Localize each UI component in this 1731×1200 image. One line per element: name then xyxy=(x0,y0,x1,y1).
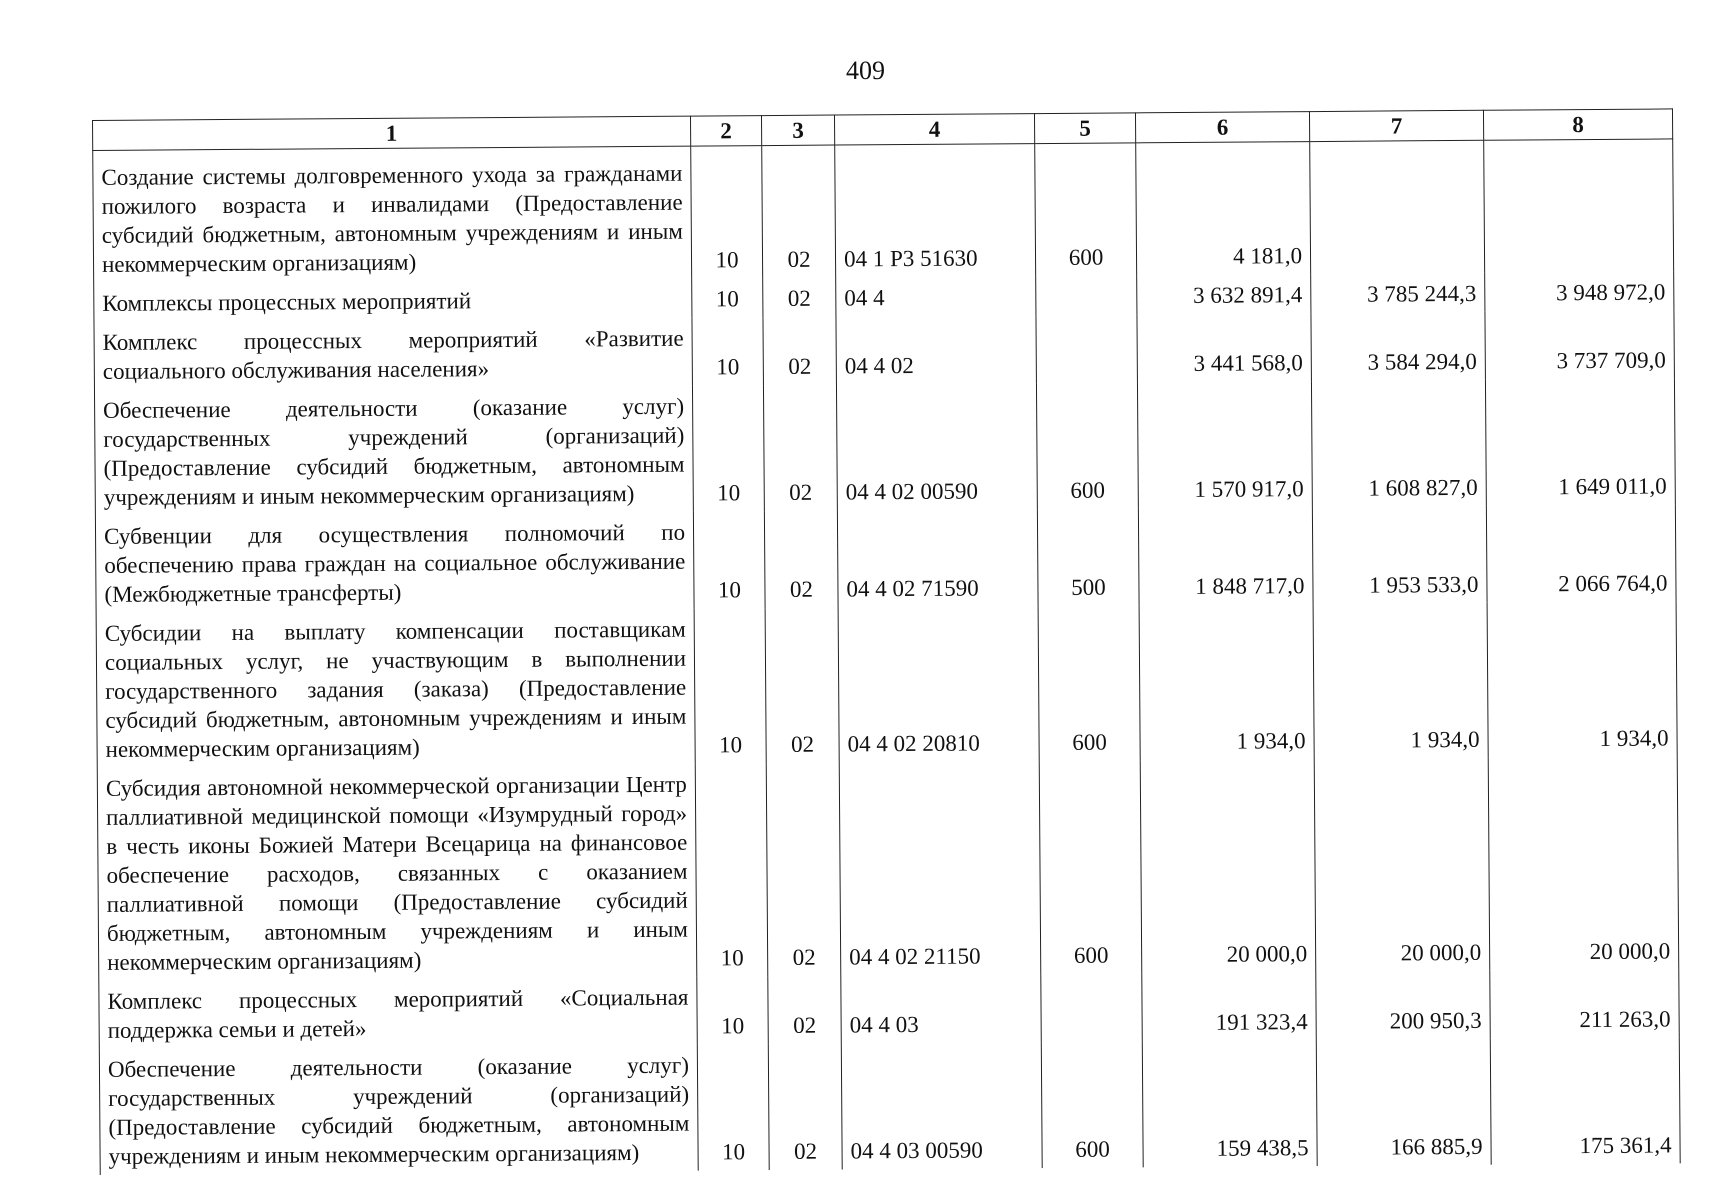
row-subsection: 02 xyxy=(763,278,836,318)
row-amount-year3 xyxy=(1484,139,1674,273)
row-amount-year1: 20 000,0 xyxy=(1140,759,1316,973)
row-subsection: 02 xyxy=(766,763,841,977)
row-amount-year2: 1 934,0 xyxy=(1313,603,1488,759)
row-amount-year2: 3 785 244,3 xyxy=(1311,273,1485,313)
row-name: Субсидии на выплату компенсации поставщикам социальных услуг, не участвующим в выполнении государственного задания (заказа) (Предоставление субсидий бюджетным, автономным учреждениям и иным некоммерческим организациям) xyxy=(96,609,695,768)
row-section: 10 xyxy=(697,1044,769,1171)
header-col-8: 8 xyxy=(1483,109,1672,140)
row-amount-year1: 159 438,5 xyxy=(1142,1040,1317,1167)
row-expense-type: 600 xyxy=(1041,1041,1143,1168)
header-col-2: 2 xyxy=(690,116,761,147)
table-row xyxy=(99,1037,1680,1175)
row-amount-year3: 211 263,0 xyxy=(1490,969,1679,1038)
row-section: 10 xyxy=(691,146,763,279)
table-row xyxy=(97,756,1679,981)
row-amount-year3: 2 066 764,0 xyxy=(1486,504,1676,602)
row-section: 10 xyxy=(692,385,764,512)
row-amount-year1: 1 934,0 xyxy=(1139,604,1314,760)
table-row xyxy=(96,601,1677,768)
row-section: 10 xyxy=(697,976,768,1045)
row-subsection: 02 xyxy=(764,511,838,609)
row-target-code: 04 4 02 21150 xyxy=(839,761,1041,975)
row-name: Комплекс процессных мероприятий «Социальная поддержка семьи и детей» xyxy=(99,977,697,1049)
row-subsection: 02 xyxy=(768,976,841,1045)
row-subsection: 02 xyxy=(765,608,839,764)
row-target-code: 04 4 02 71590 xyxy=(837,509,1038,607)
row-subsection: 02 xyxy=(763,317,836,386)
row-target-code: 04 1 Р3 51630 xyxy=(835,144,1036,278)
row-amount-year2: 200 950,3 xyxy=(1316,971,1490,1040)
row-target-code: 04 4 02 00590 xyxy=(836,383,1037,510)
row-section: 10 xyxy=(693,511,765,609)
row-amount-year1: 3 441 568,0 xyxy=(1137,313,1311,382)
row-subsection: 02 xyxy=(762,145,836,278)
header-col-1: 1 xyxy=(93,116,691,150)
row-expense-type xyxy=(1041,973,1142,1042)
row-target-code: 04 4 03 xyxy=(841,974,1041,1043)
row-amount-year1: 1 848 717,0 xyxy=(1138,507,1313,605)
table-row xyxy=(94,310,1674,390)
row-amount-year3: 3 737 709,0 xyxy=(1485,310,1674,379)
row-section: 10 xyxy=(692,317,763,386)
header-col-6: 6 xyxy=(1135,112,1309,143)
row-expense-type: 600 xyxy=(1036,382,1138,509)
row-amount-year1: 3 632 891,4 xyxy=(1137,274,1311,314)
row-target-code: 04 4 xyxy=(836,276,1036,316)
row-amount-year1: 191 323,4 xyxy=(1142,972,1316,1041)
row-target-code: 04 4 02 20810 xyxy=(838,606,1039,762)
row-name: Субсидия автономной некоммерческой организации Центр паллиативной медицинской помощи «Изумрудный город» в честь иконы Божией Матери Всецарица на финансовое обеспечение расходов, связанных с оказанием паллиативной помощи (Предоставление субсидий бюджетным, автономным учреждениям и иным некоммерческим организациям) xyxy=(97,764,697,981)
row-name: Создание системы долговременного ухода за гражданами пожилого возраста и инвалидами (Предоставление субсидий бюджетным, автономным учреждениям и иным некоммерческим организациям) xyxy=(93,146,692,283)
row-expense-type: 600 xyxy=(1035,143,1137,276)
row-amount-year2: 3 584 294,0 xyxy=(1311,312,1485,381)
row-expense-type: 600 xyxy=(1038,605,1140,761)
row-amount-year2: 20 000,0 xyxy=(1314,758,1490,972)
row-name: Субвенции для осуществления полномочий по обеспечению права граждан на социальное обслуживание (Межбюджетные трансферты) xyxy=(95,512,694,613)
row-amount-year2: 166 885,9 xyxy=(1316,1039,1491,1166)
row-section: 10 xyxy=(692,278,763,318)
table-row xyxy=(93,139,1674,283)
row-expense-type xyxy=(1036,314,1137,383)
budget-table xyxy=(92,108,1681,1175)
row-target-code: 04 4 02 xyxy=(836,315,1036,384)
row-amount-year2 xyxy=(1310,140,1485,274)
header-col-5: 5 xyxy=(1034,113,1135,144)
row-subsection: 02 xyxy=(768,1044,842,1171)
table-row xyxy=(95,504,1676,613)
row-name: Комплекс процессных мероприятий «Развитие социального обслуживания населения» xyxy=(94,318,692,390)
row-amount-year3: 1 649 011,0 xyxy=(1485,378,1675,505)
row-name: Обеспечение деятельности (оказание услуг) государственных учреждений (организаций) (Предоставление субсидий бюджетным, автономным учреждениям и иным некоммерческим организациям) xyxy=(94,386,693,516)
table-row xyxy=(99,969,1679,1049)
row-amount-year2: 1 608 827,0 xyxy=(1311,380,1486,507)
row-amount-year3: 1 934,0 xyxy=(1487,601,1677,757)
page-number: 409 xyxy=(846,56,885,85)
row-expense-type xyxy=(1036,275,1137,315)
row-amount-year3: 20 000,0 xyxy=(1488,756,1679,970)
header-col-7: 7 xyxy=(1309,110,1483,141)
table-row xyxy=(94,378,1675,516)
row-name: Обеспечение деятельности (оказание услуг) государственных учреждений (организаций) (Предоставление субсидий бюджетным, автономным учреждениям и иным некоммерческим организациям) xyxy=(99,1045,698,1175)
header-col-3: 3 xyxy=(761,115,834,146)
row-target-code: 04 4 03 00590 xyxy=(841,1042,1042,1169)
row-name: Комплексы процессных мероприятий xyxy=(94,279,692,322)
row-amount-year2: 1 953 533,0 xyxy=(1312,506,1487,604)
row-subsection: 02 xyxy=(763,385,837,512)
header-col-4: 4 xyxy=(834,114,1034,145)
row-expense-type: 600 xyxy=(1039,760,1142,974)
row-amount-year1: 1 570 917,0 xyxy=(1137,381,1312,508)
row-section: 10 xyxy=(695,763,768,977)
row-amount-year3: 175 361,4 xyxy=(1490,1037,1680,1164)
row-expense-type: 500 xyxy=(1037,508,1139,606)
row-amount-year1: 4 181,0 xyxy=(1136,142,1311,276)
row-amount-year3: 3 948 972,0 xyxy=(1485,271,1674,311)
budget-table-container xyxy=(92,108,1680,1175)
row-section: 10 xyxy=(694,608,766,764)
